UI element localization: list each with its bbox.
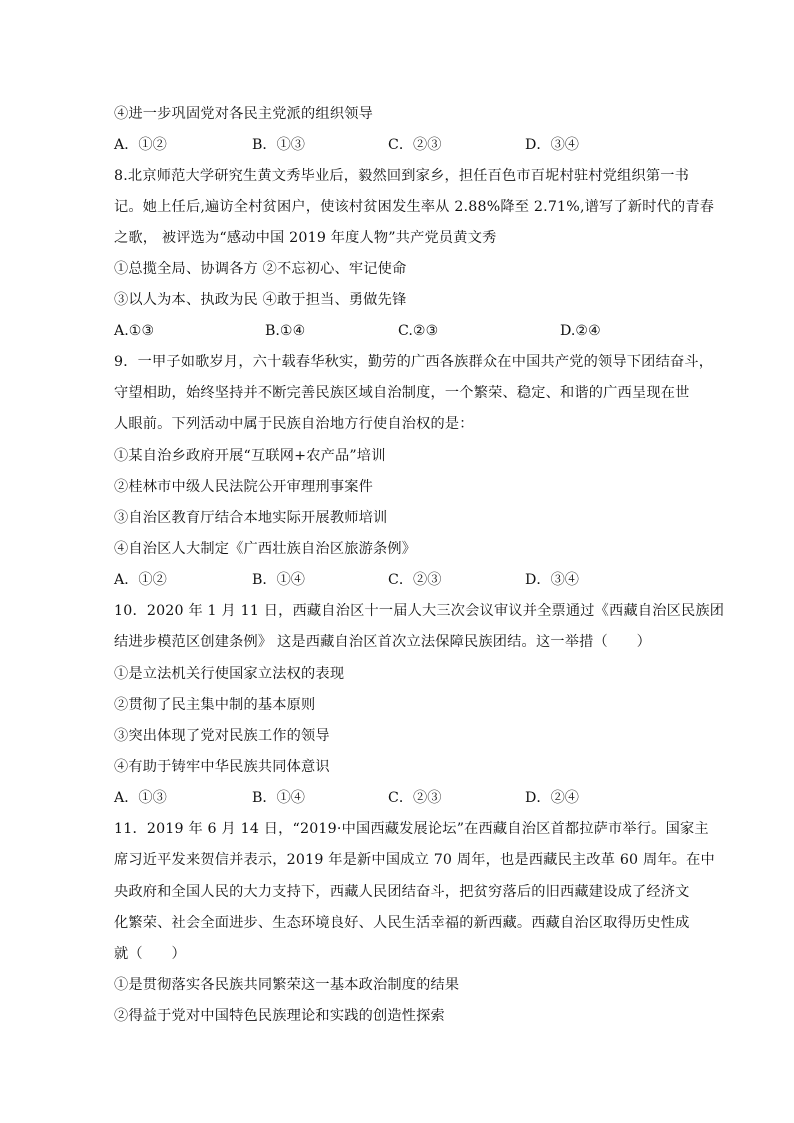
q8-stem-line-2: 记。她上任后,遍访全村贫困户，使该村贫困发生率从 2.88%降至 2.71%,谱写了新时代的青春 xyxy=(114,199,715,215)
q11-stem-line-5: 就（ ） xyxy=(114,946,186,962)
q11-item-2: ②得益于党对中国特色民族理论和实践的创造性探索 xyxy=(114,1008,445,1024)
q10-option-c: C．②③ xyxy=(388,790,442,806)
q8-item-row-1: ①总揽全局、协调各方 ②不忘初心、牢记使命 xyxy=(114,261,407,277)
q8-stem-line-3: 之歌， 被评选为“感动中国 2019 年度人物”共产党员黄文秀 xyxy=(114,230,497,246)
q8-item-row-2: ③以人为本、执政为民 ④敢于担当、勇做先锋 xyxy=(114,292,407,308)
q9-option-d: D．③④ xyxy=(525,572,579,588)
q9-item-1: ①某自治乡政府开展“互联网+农产品”培训 xyxy=(114,448,386,464)
top-option-a: A．①② xyxy=(114,137,167,153)
q9-item-4: ④自治区人大制定《广西壮族自治区旅游条例》 xyxy=(114,541,417,557)
q8-stem-line-1: 8.北京师范大学研究生黄文秀毕业后，毅然回到家乡，担任百色市百坭村驻村党组织第一书 xyxy=(114,168,690,184)
q10-stem-line-2: 结进步模范区创建条例》 这是西藏自治区首次立法保障民族团结。这一举措（ ） xyxy=(114,634,652,650)
q11-stem-line-3: 央政府和全国人民的大力支持下，西藏人民团结奋斗，把贫穷落后的旧西藏建设成了经济文 xyxy=(114,884,690,900)
q11-stem-line-1: 11．2019 年 6 月 14 日，“2019·中国西藏发展论坛”在西藏自治区首都拉萨市举行。国家主 xyxy=(114,821,709,837)
q11-stem-line-2: 席习近平发来贺信并表示，2019 年是新中国成立 70 周年，也是西藏民主改革 60 周年。在中 xyxy=(114,852,715,868)
q11-item-1: ①是贯彻落实各民族共同繁荣这一基本政治制度的结果 xyxy=(114,977,460,993)
q10-stem-line-1: 10．2020 年 1 月 11 日，西藏自治区十一届人大三次会议审议并全票通过《西藏自治区民族团 xyxy=(114,603,725,619)
q9-stem-line-1: 9．一甲子如歌岁月，六十载春华秋实，勤劳的广西各族群众在中国共产党的领导下团结奋斗， xyxy=(114,354,714,370)
q8-option-c: C.②③ xyxy=(398,323,439,339)
top-option-c: C．②③ xyxy=(388,137,442,153)
q10-item-2: ②贯彻了民主集中制的基本原则 xyxy=(114,697,316,713)
top-option-b: B．①③ xyxy=(252,137,305,153)
q9-stem-line-2: 守望相助，始终坚持并不断完善民族区域自治制度，一个繁荣、稳定、和谐的广西呈现在世 xyxy=(114,385,690,401)
q11-stem-line-4: 化繁荣、社会全面进步、生态环境良好、人民生活幸福的新西藏。西藏自治区取得历史性成 xyxy=(114,915,690,931)
q10-option-b: B．①④ xyxy=(252,790,305,806)
q9-item-2: ②桂林市中级人民法院公开审理刑事案件 xyxy=(114,479,373,495)
q9-option-c: C．②③ xyxy=(388,572,442,588)
q9-option-a: A．①② xyxy=(114,572,167,588)
top-option-d: D．③④ xyxy=(525,137,579,153)
q8-option-b: B.①④ xyxy=(265,323,306,339)
q9-option-b: B．①④ xyxy=(252,572,305,588)
q9-item-3: ③自治区教育厅结合本地实际开展教师培训 xyxy=(114,510,388,526)
q10-option-d: D．②④ xyxy=(525,790,579,806)
q9-stem-line-3: 人眼前。下列活动中属于民族自治地方行使自治权的是： xyxy=(114,416,474,432)
q8-option-a: A.①③ xyxy=(114,323,155,339)
q8-option-d: D.②④ xyxy=(560,323,601,339)
q10-item-3: ③突出体现了党对民族工作的领导 xyxy=(114,728,330,744)
q10-item-4: ④有助于铸牢中华民族共同体意识 xyxy=(114,759,330,775)
q10-item-1: ①是立法机关行使国家立法权的表现 xyxy=(114,666,345,682)
top-item-4: ④进一步巩固党对各民主党派的组织领导 xyxy=(114,106,373,122)
q10-option-a: A．①③ xyxy=(114,790,167,806)
